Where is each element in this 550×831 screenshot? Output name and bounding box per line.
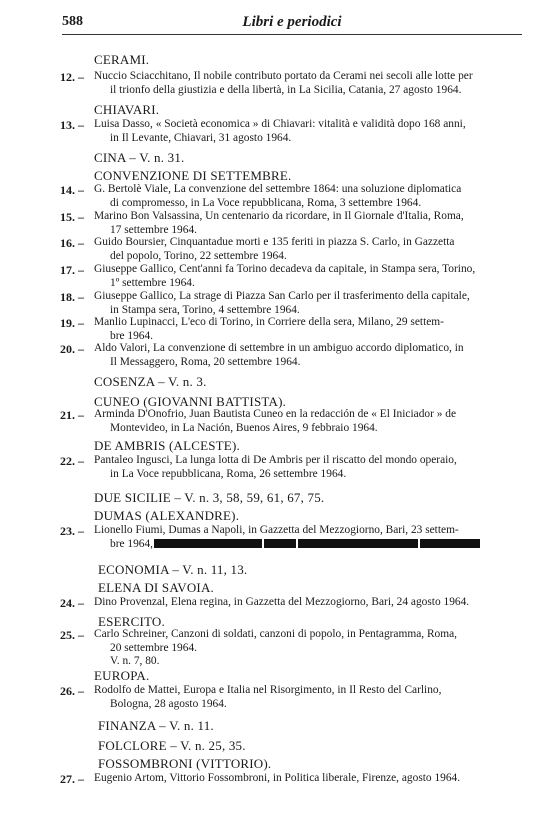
entry-line: Carlo Schreiner, Canzoni di soldati, canzoni di popolo, in Pentagramma, Roma, xyxy=(94,628,458,640)
entry-number: 15. – xyxy=(60,210,84,224)
entry-number: 12. – xyxy=(60,70,84,84)
entry-line: bre 1964. xyxy=(110,329,154,342)
entry-number: 18. – xyxy=(60,290,84,304)
entry-line: Marino Bon Valsassina, Un centenario da ricordare, in Il Giornale d'Italia, Roma, xyxy=(94,210,464,222)
redaction-mark xyxy=(420,539,480,548)
entry-line: G. Bertolè Viale, La convenzione del settembre 1864: una soluzione diplomatica xyxy=(94,183,462,195)
section-heading: DUE SICILIE – V. n. 3, 58, 59, 61, 67, 75. xyxy=(94,490,325,505)
entry-line: Rodolfo de Mattei, Europa e Italia nel Risorgimento, in Il Resto del Carlino, xyxy=(94,684,442,696)
entry-number: 24. – xyxy=(60,596,84,610)
section-heading: CINA – V. n. 31. xyxy=(94,150,185,165)
entry-line: Giuseppe Gallico, Cent'anni fa Torino decadeva da capitale, in Stampa sera, Torino, xyxy=(94,263,476,275)
entry-text xyxy=(94,316,494,343)
entry-text xyxy=(94,70,494,97)
entry-text xyxy=(94,263,494,290)
section-heading: COSENZA – V. n. 3. xyxy=(94,374,207,389)
entry-line: Bologna, 28 agosto 1964. xyxy=(110,697,227,710)
entry-line: Manlio Lupinacci, L'eco di Torino, in Corriere della sera, Milano, 29 settem- xyxy=(94,316,444,328)
entry-line: Luisa Dasso, « Società economica » di Chiavari: vitalità e validità dopo 168 anni, xyxy=(94,118,466,130)
entry-line: Il Messaggero, Roma, 20 settembre 1964. xyxy=(110,355,301,368)
entry-line: del popolo, Torino, 22 settembre 1964. xyxy=(110,249,287,262)
entry-line: Eugenio Artom, Vittorio Fossombroni, in Politica liberale, Firenze, agosto 1964. xyxy=(94,772,461,784)
entry-text xyxy=(94,596,494,610)
entry-text xyxy=(94,290,494,317)
entry-number: 27. – xyxy=(60,772,84,786)
entry-line: 20 settembre 1964. xyxy=(110,641,197,654)
entry-line: Pantaleo Ingusci, La lunga lotta di De Ambris per il riscatto del mondo operaio, xyxy=(94,454,457,466)
section-heading: FOSSOMBRONI (VITTORIO). xyxy=(98,756,272,771)
entry-text xyxy=(94,524,494,551)
entry-number: 26. – xyxy=(60,684,84,698)
running-head xyxy=(62,12,522,35)
entry-text xyxy=(94,183,494,210)
section-heading: FOLCLORE – V. n. 25, 35. xyxy=(98,738,246,753)
entry-text xyxy=(94,236,494,263)
section-heading: CHIAVARI. xyxy=(94,102,160,117)
entry-number: 21. – xyxy=(60,408,84,422)
entry-line: Arminda D'Onofrio, Juan Bautista Cuneo en la redacción de « El Iniciador » de xyxy=(94,408,457,420)
entry-number: 17. – xyxy=(60,263,84,277)
section-heading: ELENA DI SAVOIA. xyxy=(98,580,214,595)
section-heading: ECONOMIA – V. n. 11, 13. xyxy=(98,562,248,577)
section-heading: EUROPA. xyxy=(94,668,150,683)
entry-text xyxy=(94,118,494,145)
entry-number: 14. – xyxy=(60,183,84,197)
entry-text xyxy=(94,684,494,711)
entry-line: 17 settembre 1964. xyxy=(110,223,197,236)
entry-line: Guido Boursier, Cinquantadue morti e 135 feriti in piazza S. Carlo, in Gazzetta xyxy=(94,236,455,248)
entry-text xyxy=(94,210,494,237)
entry-text xyxy=(94,628,494,669)
entry-line: Montevideo, in La Nación, Buenos Aires, 9 febbraio 1964. xyxy=(110,421,378,434)
section-heading: CUNEO (GIOVANNI BATTISTA). xyxy=(94,394,287,409)
entry-text xyxy=(94,342,494,369)
section-heading: CONVENZIONE DI SETTEMBRE. xyxy=(94,168,292,183)
entry-number: 22. – xyxy=(60,454,84,468)
section-heading: DE AMBRIS (ALCESTE). xyxy=(94,438,240,453)
running-title: Libri e periodici xyxy=(242,14,342,30)
section-heading: ESERCITO. xyxy=(98,614,165,629)
page-number: 588 xyxy=(62,14,83,29)
entry-number: 20. – xyxy=(60,342,84,356)
entry-line: 1º settembre 1964. xyxy=(110,276,195,289)
entry-text xyxy=(94,408,494,435)
entry-line: V. n. 7, 80. xyxy=(110,655,160,667)
entry-text xyxy=(94,772,494,786)
entry-line: Lionello Fiumi, Dumas a Napoli, in Gazzetta del Mezzogiorno, Bari, 23 settem- xyxy=(94,524,459,536)
entry-line: il trionfo della giustizia e della libertà, in La Sicilia, Catania, 27 agosto 1964. xyxy=(110,83,462,96)
entry-line xyxy=(94,538,494,552)
redaction-mark xyxy=(298,539,418,548)
entry-line: in La Voce repubblicana, Roma, 26 settembre 1964. xyxy=(110,467,347,480)
entry-line: Giuseppe Gallico, La strage di Piazza San Carlo per il trasferimento della capitale, xyxy=(94,290,470,302)
entry-line: Nuccio Sciacchitano, Il nobile contributo portato da Cerami nei secoli alle lotte per xyxy=(94,70,473,82)
section-heading: CERAMI. xyxy=(94,52,150,67)
section-heading: FINANZA – V. n. 11. xyxy=(98,718,214,733)
section-heading: DUMAS (ALEXANDRE). xyxy=(94,508,240,523)
entry-line: in Il Levante, Chiavari, 31 agosto 1964. xyxy=(110,131,292,144)
redaction-mark xyxy=(154,539,262,548)
entry-number: 23. – xyxy=(60,524,84,538)
entry-line: in Stampa sera, Torino, 4 settembre 1964. xyxy=(110,303,300,316)
entry-text xyxy=(94,454,494,481)
entry-line: Aldo Valori, La convenzione di settembre in un ambiguo accordo diplomatico, in xyxy=(94,342,464,354)
entry-number: 25. – xyxy=(60,628,84,642)
entry-line-text: bre 1964, xyxy=(110,537,154,550)
entry-line: di compromesso, in La Voce repubblicana, Roma, 3 settembre 1964. xyxy=(110,196,422,209)
entry-number: 16. – xyxy=(60,236,84,250)
entry-line: Dino Provenzal, Elena regina, in Gazzetta del Mezzogiorno, Bari, 24 agosto 1964. xyxy=(94,596,470,608)
redaction-mark xyxy=(264,539,296,548)
entry-number: 19. – xyxy=(60,316,84,330)
entry-number: 13. – xyxy=(60,118,84,132)
